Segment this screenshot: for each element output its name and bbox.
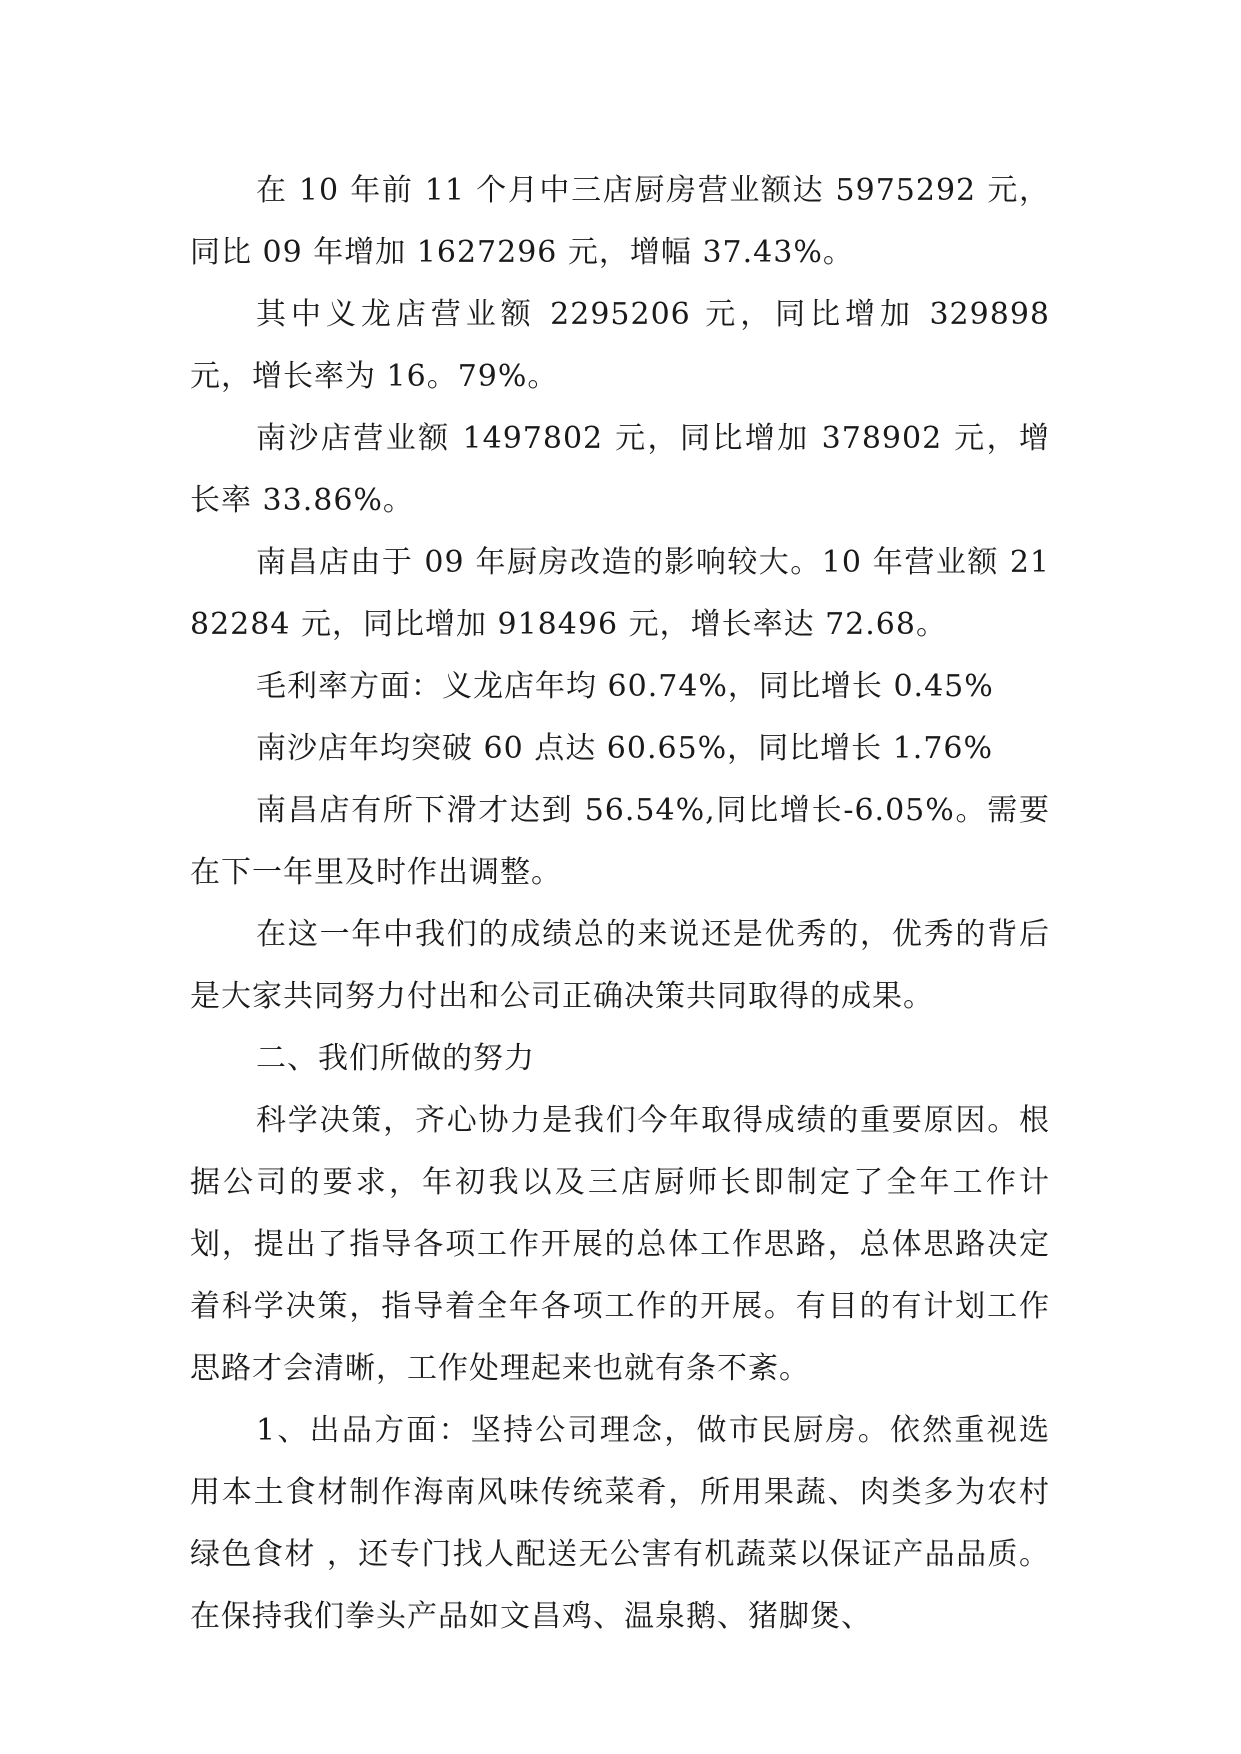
paragraph-gross-margin-yilong: 毛利率方面：义龙店年均 60.74%，同比增长 0.45% xyxy=(256,669,994,704)
paragraph-nansha-revenue: 南沙店营业额 1497802 元，同比增加 378902 元，增长率 33.86%。 xyxy=(190,421,1050,518)
paragraph-gross-margin-nanchang: 南昌店有所下滑才达到 56.54%,同比增长-6.05%。需要在下一年里及时作出调整。 xyxy=(190,793,1050,890)
paragraph-nanchang-revenue: 南昌店由于 09 年厨房改造的影响较大。10 年营业额 2182284 元，同比增加 918496 元，增长率达 72.68。 xyxy=(190,545,1050,642)
paragraph-revenue-total: 在 10 年前 11 个月中三店厨房营业额达 5975292 元，同比 09 年增加 1627296 元，增幅 37.43%。 xyxy=(190,173,1050,270)
paragraph-decision-making: 科学决策，齐心协力是我们今年取得成绩的重要原因。根据公司的要求，年初我以及三店厨师长即制定了全年工作计划，提出了指导各项工作开展的总体工作思路，总体思路决定着科学决策，指导着全年各项工作的开展。有目的有计划工作思路才会清晰，工作处理起来也就有条不紊。 xyxy=(190,1103,1050,1386)
document-body xyxy=(190,160,1050,1648)
paragraph-product-quality: 1、出品方面：坚持公司理念，做市民厨房。依然重视选用本土食材制作海南风味传统菜肴，所用果蔬、肉类多为农村绿色食材 ，还专门找人配送无公害有机蔬菜以保证产品品质。在保持我们拳头产品如文昌鸡、温泉鹅、猪脚煲、 xyxy=(190,1413,1050,1634)
paragraph-gross-margin-nansha: 南沙店年均突破 60 点达 60.65%，同比增长 1.76% xyxy=(256,731,994,766)
paragraph-yilong-revenue: 其中义龙店营业额 2295206 元，同比增加 329898 元，增长率为 16。79%。 xyxy=(190,297,1050,394)
section-heading: 二、我们所做的努力 xyxy=(256,1041,535,1076)
paragraph-summary: 在这一年中我们的成绩总的来说还是优秀的，优秀的背后是大家共同努力付出和公司正确决策共同取得的成果。 xyxy=(190,917,1050,1014)
